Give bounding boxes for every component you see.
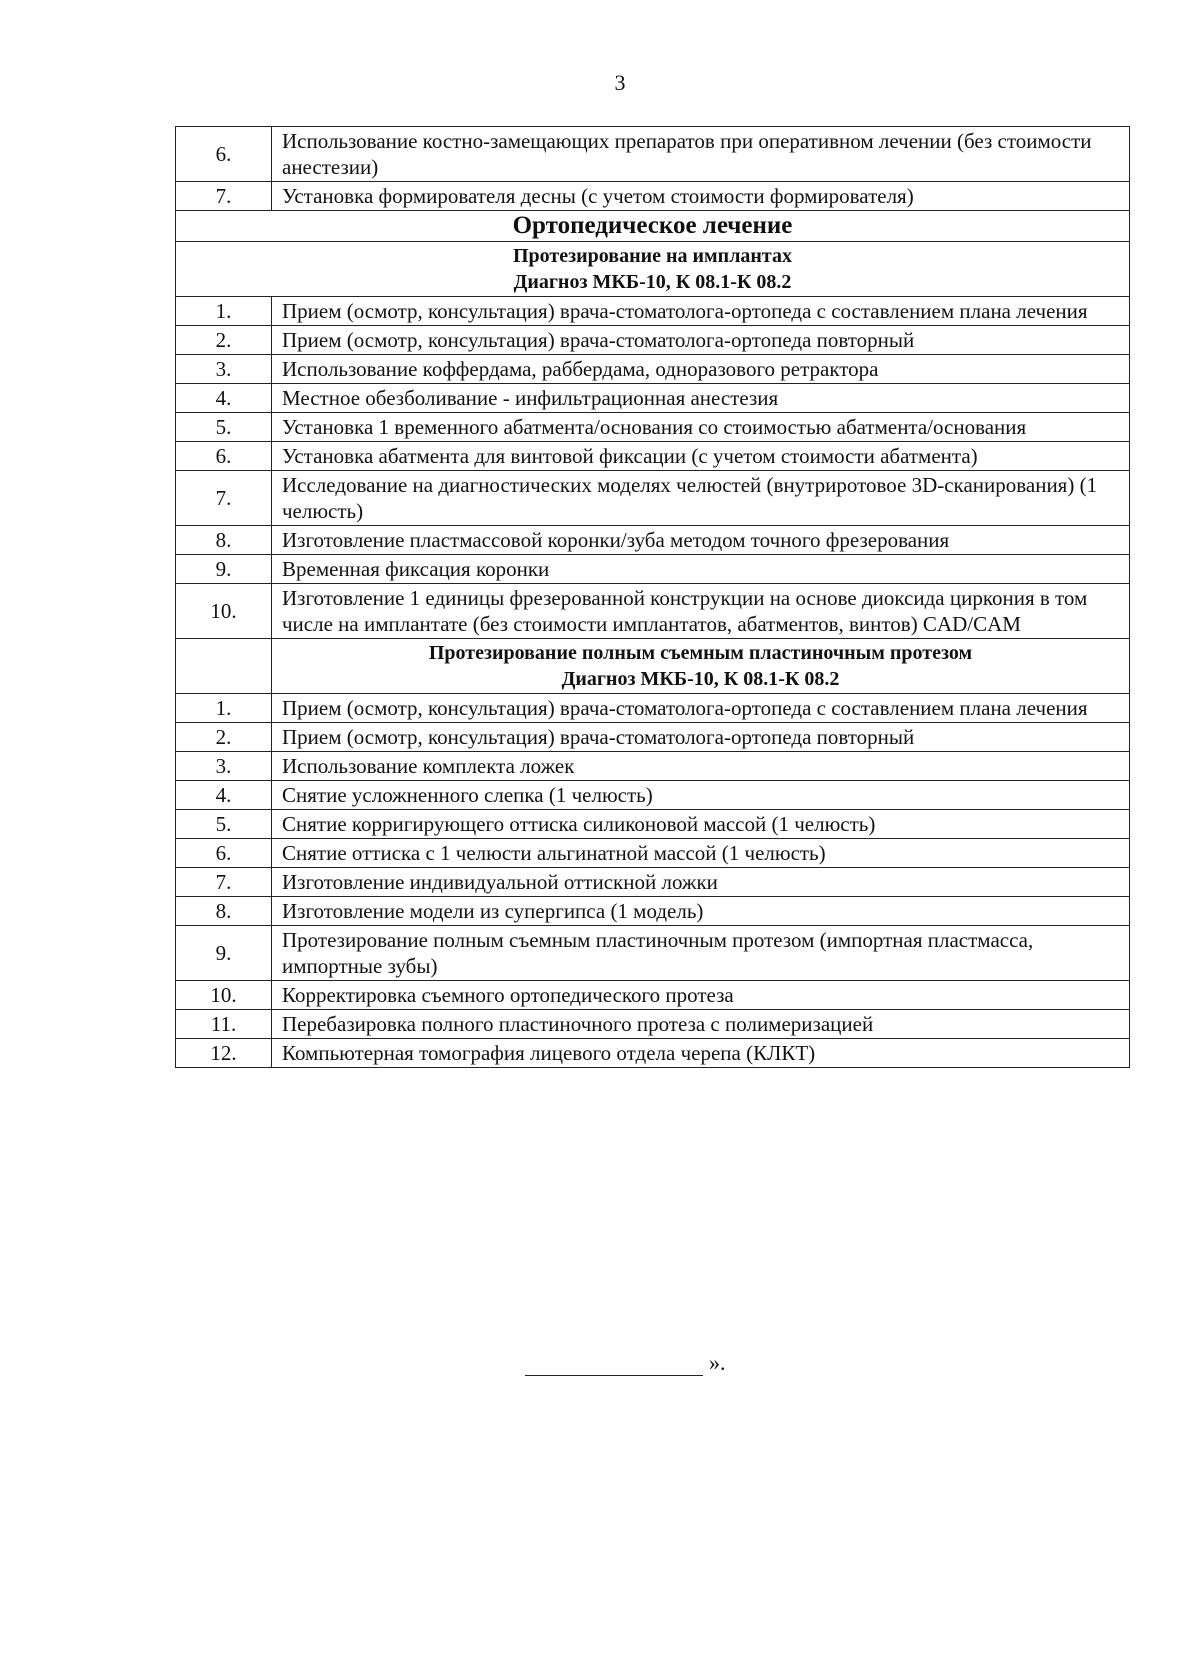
row-number: 7. — [176, 182, 272, 211]
table-row — [176, 868, 1130, 897]
table-row — [176, 584, 1130, 639]
row-service-name: Снятие корригирующего оттиска силиконовой массой (1 челюсть) — [272, 810, 1130, 839]
row-number: 1. — [176, 694, 272, 723]
row-number: 8. — [176, 897, 272, 926]
signature-line — [525, 1353, 703, 1376]
subsection-diagnosis: Диагноз МКБ-10, К 08.1-К 08.2 — [561, 668, 840, 690]
empty-cell — [176, 639, 272, 694]
row-number: 12. — [176, 1039, 272, 1068]
closing-quote-mark: ». — [709, 1350, 726, 1375]
row-number: 7. — [176, 868, 272, 897]
row-number: 7. — [176, 471, 272, 526]
row-service-name: Установка 1 временного абатмента/основания со стоимостью абатмента/основания — [272, 413, 1130, 442]
row-number: 1. — [176, 297, 272, 326]
row-number: 10. — [176, 981, 272, 1010]
row-service-name: Изготовление модели из супергипса (1 модель) — [272, 897, 1130, 926]
table-row — [176, 555, 1130, 584]
table-row — [176, 839, 1130, 868]
row-service-name: Временная фиксация коронки — [272, 555, 1130, 584]
row-number: 4. — [176, 781, 272, 810]
table-row — [176, 752, 1130, 781]
table-row — [176, 1010, 1130, 1039]
table-row — [176, 413, 1130, 442]
section-title: Ортопедическое лечение — [176, 211, 1130, 242]
row-service-name: Использование комплекта ложек — [272, 752, 1130, 781]
table-row — [176, 182, 1130, 211]
table-row — [176, 526, 1130, 555]
table-row — [176, 694, 1130, 723]
table-row — [176, 384, 1130, 413]
subsection-header-implants — [176, 242, 1130, 297]
row-service-name: Использование костно-замещающих препаратов при оперативном лечении (без стоимости анестезии) — [272, 127, 1130, 182]
row-service-name: Прием (осмотр, консультация) врача-стоматолога-ортопеда повторный — [272, 723, 1130, 752]
row-number: 8. — [176, 526, 272, 555]
row-service-name: Изготовление индивидуальной оттискной ложки — [272, 868, 1130, 897]
row-number: 9. — [176, 555, 272, 584]
row-service-name: Прием (осмотр, консультация) врача-стоматолога-ортопеда повторный — [272, 326, 1130, 355]
row-number: 6. — [176, 839, 272, 868]
row-service-name: Перебазировка полного пластиночного протеза с полимеризацией — [272, 1010, 1130, 1039]
row-number: 5. — [176, 413, 272, 442]
table-row — [176, 127, 1130, 182]
row-service-name: Местное обезболивание - инфильтрационная анестезия — [272, 384, 1130, 413]
row-number: 2. — [176, 723, 272, 752]
table-row — [176, 297, 1130, 326]
row-service-name: Компьютерная томография лицевого отдела черепа (КЛКТ) — [272, 1039, 1130, 1068]
subsection-title: Протезирование на имплантах — [512, 245, 793, 267]
row-service-name: Изготовление пластмассовой коронки/зуба методом точного фрезерования — [272, 526, 1130, 555]
closing-line — [525, 1350, 726, 1376]
row-service-name: Снятие оттиска с 1 челюсти альгинатной массой (1 челюсть) — [272, 839, 1130, 868]
section-title-row — [176, 211, 1130, 242]
row-service-name: Установка формирователя десны (с учетом стоимости формирователя) — [272, 182, 1130, 211]
row-service-name: Использование коффердама, раббердама, одноразового ретрактора — [272, 355, 1130, 384]
table-row — [176, 442, 1130, 471]
row-number: 6. — [176, 127, 272, 182]
page-number: 3 — [614, 70, 626, 95]
row-number: 2. — [176, 326, 272, 355]
row-service-name: Прием (осмотр, консультация) врача-стоматолога-ортопеда с составлением плана лечения — [272, 694, 1130, 723]
subsection-diagnosis: Диагноз МКБ-10, К 08.1-К 08.2 — [513, 271, 792, 293]
row-service-name: Исследование на диагностических моделях челюстей (внутриротовое 3D-сканирования) (1 челюсть) — [272, 471, 1130, 526]
row-number: 4. — [176, 384, 272, 413]
row-service-name: Протезирование полным съемным пластиночным протезом (импортная пластмасса, импортные зубы) — [272, 926, 1130, 981]
table-row — [176, 723, 1130, 752]
row-service-name: Изготовление 1 единицы фрезерованной конструкции на основе диоксида циркония в том числе на имплантате (без стоимости имплантатов, абатментов, винтов) CAD/CAM — [272, 584, 1130, 639]
row-number: 3. — [176, 752, 272, 781]
table-row — [176, 355, 1130, 384]
row-service-name: Прием (осмотр, консультация) врача-стоматолога-ортопеда с составлением плана лечения — [272, 297, 1130, 326]
row-number: 6. — [176, 442, 272, 471]
subsection-title: Протезирование полным съемным пластиночным протезом — [428, 642, 973, 664]
row-service-name: Установка абатмента для винтовой фиксации (с учетом стоимости абатмента) — [272, 442, 1130, 471]
table-row — [176, 781, 1130, 810]
table-row — [176, 1039, 1130, 1068]
row-number: 10. — [176, 584, 272, 639]
row-service-name: Снятие усложненного слепка (1 челюсть) — [272, 781, 1130, 810]
subsection-header-dentures — [176, 639, 1130, 694]
table-row — [176, 926, 1130, 981]
table-row — [176, 326, 1130, 355]
services-table — [175, 126, 1130, 1068]
row-number: 5. — [176, 810, 272, 839]
table-row — [176, 981, 1130, 1010]
row-number: 3. — [176, 355, 272, 384]
table-row — [176, 810, 1130, 839]
row-service-name: Корректировка съемного ортопедического протеза — [272, 981, 1130, 1010]
table-row — [176, 897, 1130, 926]
table-row — [176, 471, 1130, 526]
row-number: 11. — [176, 1010, 272, 1039]
row-number: 9. — [176, 926, 272, 981]
